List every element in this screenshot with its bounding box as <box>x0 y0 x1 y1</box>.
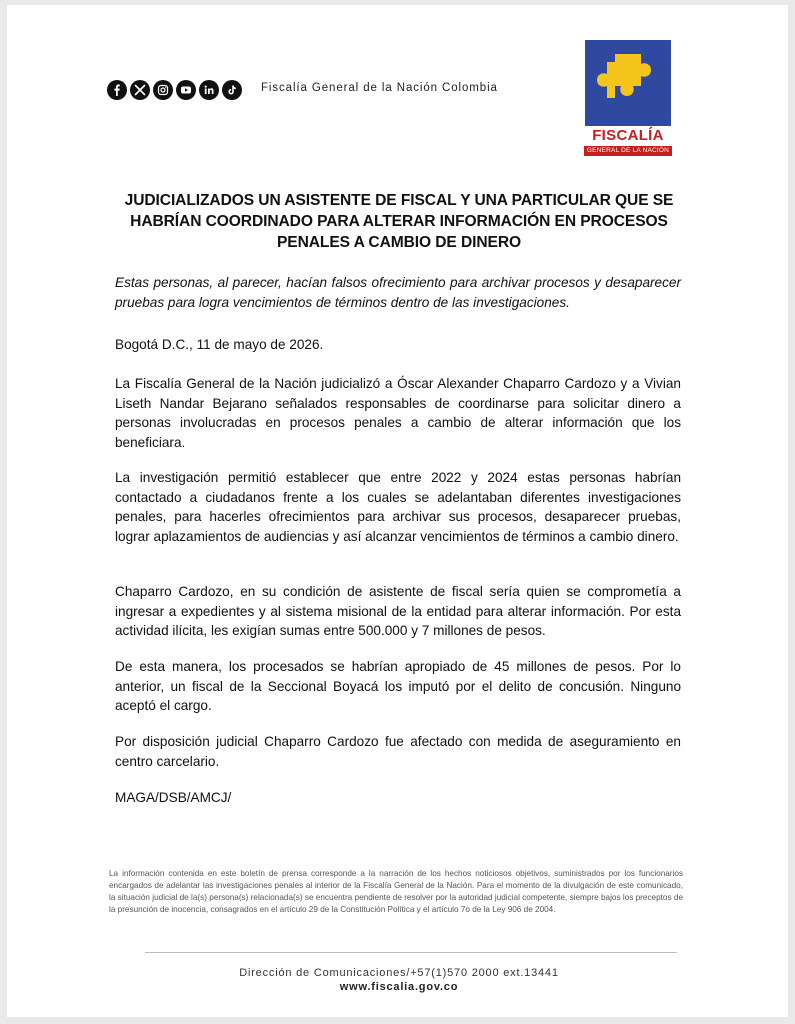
fiscalia-logo <box>584 40 672 160</box>
press-release-page <box>7 5 788 1017</box>
lead-paragraph: Estas personas, al parecer, hacían falsos ofrecimiento para archivar procesos y desaparecer pruebas para logra vencimientos de términos dentro de las investigaciones. <box>115 275 681 310</box>
headline: JUDICIALIZADOS UN ASISTENTE DE FISCAL Y UNA PARTICULAR QUE SE HABRÍAN COORDINADO PARA ALTERAR INFORMACIÓN EN PROCESOS PENALES A CAMBIO DE DINERO <box>124 192 674 251</box>
body-paragraph: Chaparro Cardozo, en su condición de asistente de fiscal sería quien se comprometía a ingresar a expedientes y al sistema misional de la entidad para alterar información. Por esta actividad ilícita, les exigían sumas entre 500.000 y 7 millones de pesos. <box>115 584 681 638</box>
footer-divider <box>145 952 677 953</box>
footer-website-link[interactable]: www.fiscalia.gov.co <box>339 981 459 993</box>
legal-disclaimer: La información contenida en este boletín de prensa corresponde a la narración de los hechos noticiosos objetivos, suministrados por los funcionarios encargados de adelantar las investigaciones penales al interior de la Fiscalía General de la Nación. Para el momento de la divulgación de este comunicado, la situación judicial de la(s) persona(s) relacionada(s) se encuentra pendiente de resolver por la autoridad judicial competente, siempre bajos los preceptos de la presunción de inocencia, consagrados en el artículo 29 de la Constitución Política y el artículo 7o de la Ley 906 de 2004. <box>109 869 683 914</box>
logo-square <box>585 40 671 126</box>
x-icon[interactable] <box>130 80 150 100</box>
social-icons <box>107 80 242 100</box>
body-paragraph: Por disposición judicial Chaparro Cardozo fue afectado con medida de aseguramiento en centro carcelario. <box>115 734 681 769</box>
puzzle-piece-icon <box>585 40 671 126</box>
body-paragraph: La Fiscalía General de la Nación judicializó a Óscar Alexander Chaparro Cardozo y a Vivian Liseth Nandar Bejarano señalados responsables de coordinarse para solicitar dinero a personas involucradas en procesos penales a cambio de alterar información que los beneficiara. <box>115 376 681 450</box>
youtube-icon[interactable] <box>176 80 196 100</box>
signature: MAGA/DSB/AMCJ/ <box>115 790 232 805</box>
body-paragraph: La investigación permitió establecer que entre 2022 y 2024 estas personas habrían contactado a ciudadanos frente a los cuales se adelantaban diferentes investigaciones penales, para hacerles ofrecimientos para archivar sus procesos, desaparecer pruebas, lograr aplazamientos de audiencias y así alcanzar vencimientos de términos a cambio dinero. <box>115 470 681 544</box>
instagram-icon[interactable] <box>153 80 173 100</box>
logo-subtitle: GENERAL DE LA NACIÓN <box>584 146 672 156</box>
logo-name: FISCALÍA <box>592 127 664 144</box>
facebook-icon[interactable] <box>107 80 127 100</box>
footer-contact: Dirección de Comunicaciones/+57(1)570 2000 ext.13441 <box>239 967 559 979</box>
organization-name: Fiscalía General de la Nación Colombia <box>261 82 498 94</box>
dateline: Bogotá D.C., 11 de mayo de 2026. <box>115 337 324 352</box>
tiktok-icon[interactable] <box>222 80 242 100</box>
linkedin-icon[interactable] <box>199 80 219 100</box>
body-paragraph: De esta manera, los procesados se habrían apropiado de 45 millones de pesos. Por lo anterior, un fiscal de la Seccional Boyacá los imputó por el delito de concusión. Ninguno aceptó el cargo. <box>115 659 681 713</box>
